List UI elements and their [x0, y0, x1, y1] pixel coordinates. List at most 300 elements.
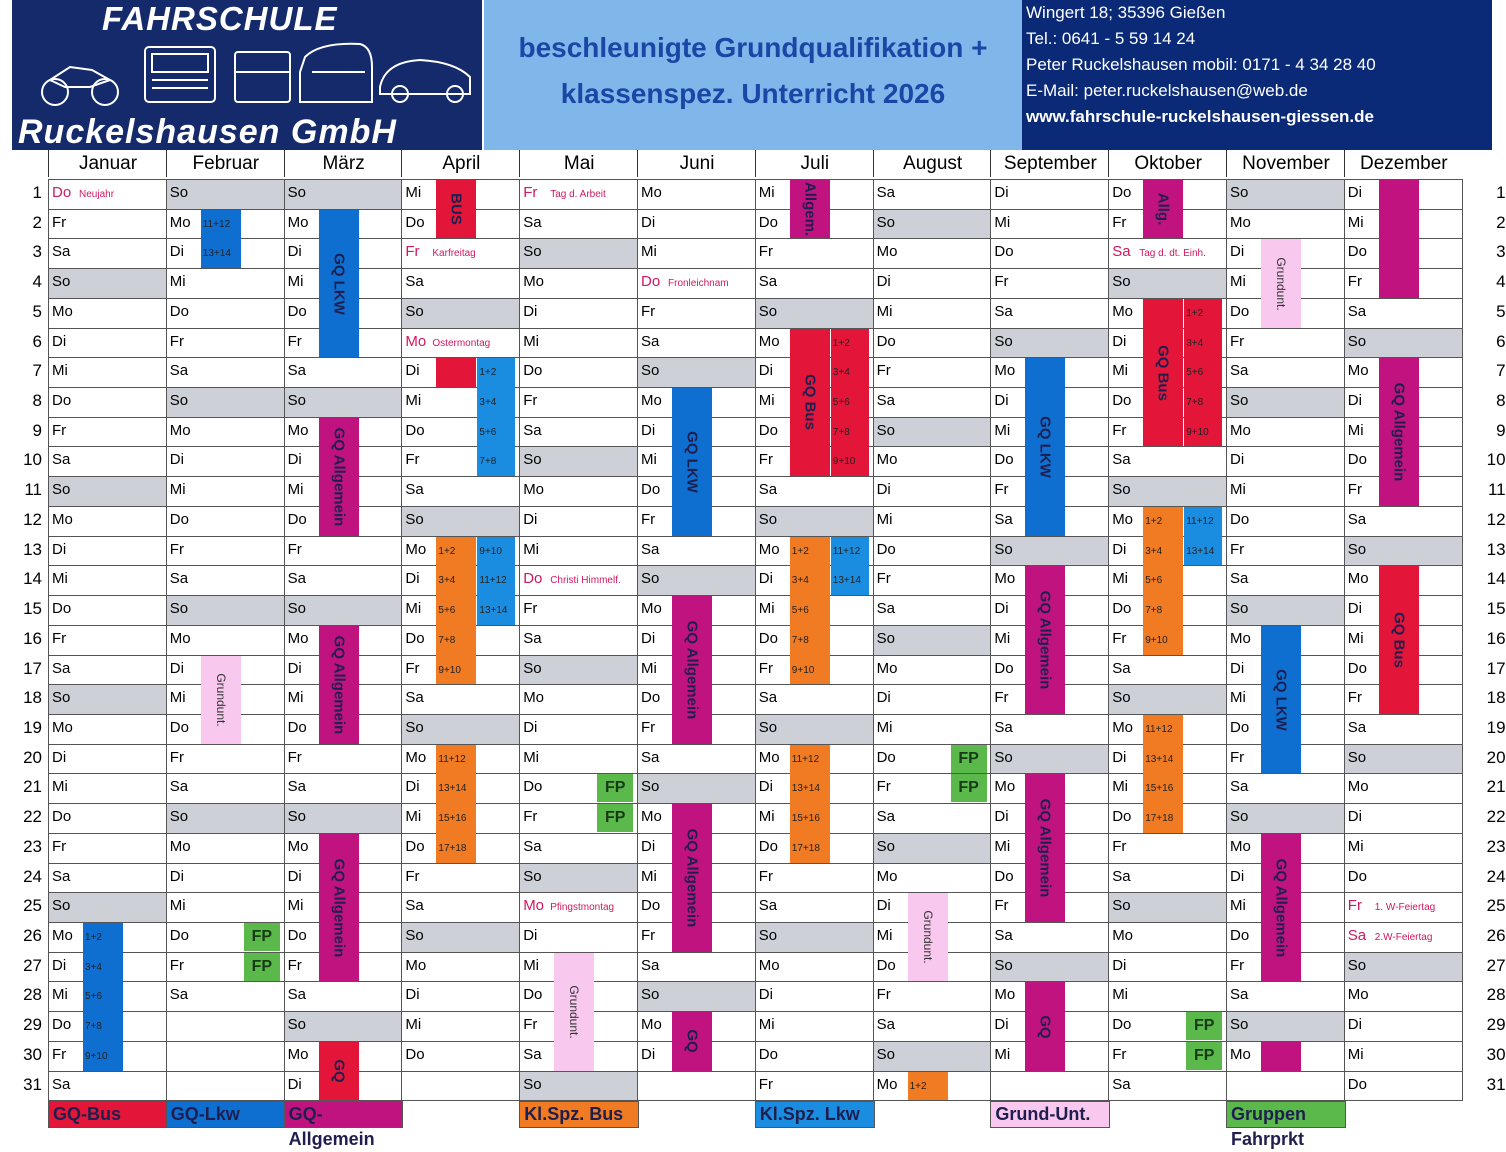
weekday-label: Mo: [1230, 421, 1251, 439]
weekday-label: Mo: [1112, 302, 1134, 320]
weekday-label: Sa: [758, 481, 778, 499]
holiday-label: Karfreitag: [432, 248, 476, 260]
weekday-label: Do: [52, 1016, 72, 1034]
day-number: 3: [1496, 242, 1506, 262]
weekday-label: Do: [1230, 510, 1250, 528]
day-number: 11: [1487, 480, 1506, 500]
weekday-label: Do: [758, 837, 778, 855]
day-cell: [1344, 922, 1463, 953]
day-number: 31: [23, 1074, 42, 1094]
weekday-label: Sa: [994, 927, 1013, 944]
weekday-label: Di: [287, 451, 302, 469]
day-cell: [284, 981, 403, 1012]
weekday-label: Sa: [1112, 867, 1131, 885]
weekday-label: Sa: [1347, 718, 1367, 736]
weekday-label: So: [641, 778, 660, 796]
day-cell: [166, 328, 285, 359]
course-block: [1184, 507, 1222, 565]
day-cell: [755, 684, 874, 715]
day-cell: [401, 952, 520, 983]
day-cell: [166, 744, 285, 775]
weekday-label: Mi: [169, 689, 186, 707]
weekday-label: Fr: [758, 659, 773, 677]
weekday-label: Mi: [52, 362, 68, 380]
weekday-label: Di: [1112, 332, 1127, 350]
day-cell: [755, 268, 874, 299]
weekday-label: Di: [287, 243, 302, 261]
day-number: 22: [23, 807, 42, 827]
day-cell: [1344, 1011, 1463, 1042]
month-header: April: [401, 150, 520, 177]
lesson-number: 9+10: [1186, 426, 1209, 438]
day-cell: [166, 863, 285, 894]
weekday-label: Fr: [758, 1075, 773, 1093]
day-cell: [990, 238, 1109, 269]
weekday-label: Mo: [52, 510, 73, 528]
weekday-label: Fr: [1347, 481, 1362, 499]
course-label: GQ LKW: [683, 431, 701, 493]
month-header: November: [1226, 150, 1345, 177]
weekday-label: Mo: [287, 421, 309, 439]
weekday-label: So: [1112, 897, 1131, 915]
weekday-label: Do: [1112, 600, 1132, 618]
day-cell: [519, 1071, 638, 1102]
weekday-label: Do: [52, 392, 72, 410]
day-cell: [755, 922, 874, 953]
legend-item: GQ-Bus: [48, 1101, 168, 1128]
weekday-label: Fr: [1230, 540, 1245, 558]
day-cell: [1226, 595, 1345, 626]
lesson-number: 1+2: [1145, 515, 1163, 527]
day-cell: [401, 922, 520, 953]
weekday-label: So: [169, 392, 189, 410]
course-label: GQ: [683, 1029, 701, 1054]
day-cell: [48, 417, 167, 448]
weekday-label: Di: [641, 1045, 656, 1063]
day-cell: [755, 981, 874, 1012]
weekday-label: So: [1112, 689, 1131, 707]
day-cell: [401, 238, 520, 269]
weekday-label: Mo: [641, 184, 662, 201]
course-block: [672, 596, 712, 744]
weekday-label: Di: [1112, 540, 1127, 558]
day-cell: [1226, 476, 1345, 507]
holiday-label: 1. W-Feiertag: [1374, 902, 1436, 914]
day-number: 30: [1486, 1044, 1506, 1064]
weekday-label: Di: [52, 956, 67, 974]
course-label: GQ Allgemein: [330, 635, 348, 735]
day-cell: [284, 387, 403, 418]
practice-badge: FP: [1186, 1012, 1222, 1040]
weekday-label: Sa: [876, 1016, 895, 1034]
weekday-label: Di: [523, 718, 538, 736]
weekday-label: Mi: [641, 867, 657, 885]
day-number: 26: [1486, 926, 1506, 945]
weekday-label: Di: [169, 659, 184, 677]
weekday-label: Di: [1347, 1016, 1362, 1034]
day-cell: [166, 268, 285, 299]
day-cell: [1108, 1071, 1227, 1102]
lesson-number: 5+6: [832, 397, 850, 409]
lesson-number: 11+12: [202, 218, 231, 230]
day-number: 27: [23, 955, 42, 975]
course-block: [831, 329, 869, 477]
day-cell: [519, 357, 638, 388]
day-cell: [519, 238, 638, 269]
weekday-label: Sa: [876, 808, 895, 826]
weekday-label: Mi: [405, 184, 422, 201]
weekday-label: Fr: [523, 1016, 538, 1034]
weekday-label: Fr: [876, 986, 891, 1004]
lesson-number: 11+12: [791, 753, 820, 765]
day-cell: [166, 892, 285, 923]
course-label: GQ LKW: [1036, 416, 1054, 478]
course-label: GQ LKW: [330, 252, 348, 315]
weekday-label: Mo: [1230, 629, 1251, 647]
weekday-label: Fr: [52, 213, 67, 231]
day-cell: [519, 922, 638, 953]
weekday-label: Mo: [1230, 837, 1251, 855]
legend-item: Kl.Spz. Lkw: [755, 1101, 875, 1128]
day-cell: [519, 417, 638, 448]
day-cell: [519, 595, 638, 626]
day-cell: [519, 655, 638, 686]
weekday-label: Di: [641, 213, 656, 231]
weekday-label: Mi: [876, 302, 893, 320]
day-cell: [1226, 536, 1345, 567]
day-cell: [401, 298, 520, 329]
weekday-label: Mi: [1112, 986, 1129, 1004]
weekday-label: Do: [994, 867, 1014, 885]
weekday-label: Do: [405, 629, 425, 647]
lesson-number: 5+6: [85, 991, 102, 1003]
weekday-label: Sa: [405, 273, 424, 291]
logo-bottom-text: Ruckelshausen GmbH: [18, 113, 397, 151]
day-cell: [873, 387, 992, 418]
practice-badge: FP: [597, 774, 633, 802]
weekday-label: Do: [641, 897, 661, 915]
day-number: 10: [23, 450, 42, 470]
weekday-label: Di: [876, 689, 891, 707]
day-cell: [1226, 357, 1345, 388]
weekday-label: Sa: [1112, 243, 1131, 261]
weekday-label: Di: [994, 600, 1009, 618]
weekday-label: Fr: [1112, 629, 1127, 647]
contact-address: Wingert 18; 35396 Gießen: [1026, 3, 1226, 22]
weekday-label: Fr: [876, 778, 891, 796]
weekday-label: Mo: [405, 332, 427, 350]
weekday-label: Mo: [405, 748, 427, 766]
weekday-label: Do: [876, 956, 896, 974]
weekday-label: Mi: [1347, 629, 1364, 647]
day-cell: [1226, 417, 1345, 448]
month-header: September: [990, 150, 1109, 177]
day-cell: [166, 1071, 285, 1102]
weekday-label: Fr: [52, 1045, 67, 1063]
weekday-label: Sa: [169, 778, 189, 796]
day-number: 7: [32, 361, 42, 381]
weekday-label: Fr: [1112, 1045, 1127, 1063]
day-number: 24: [1486, 866, 1506, 886]
weekday-label: Mi: [641, 659, 657, 677]
day-cell: [1226, 328, 1345, 359]
weekday-label: Mo: [523, 689, 545, 707]
day-cell: [637, 298, 756, 329]
weekday-label: Fr: [641, 927, 656, 944]
day-cell: [755, 1011, 874, 1042]
day-number: 19: [23, 717, 42, 737]
lesson-number: 17+18: [791, 842, 820, 854]
lesson-number: 17+18: [438, 842, 467, 854]
weekday-label: Fr: [876, 570, 891, 588]
day-cell: [166, 1011, 285, 1042]
weekday-label: Sa: [1112, 659, 1131, 677]
day-number: 20: [23, 747, 42, 767]
lesson-number: 7+8: [1186, 397, 1204, 409]
weekday-label: Fr: [1347, 897, 1362, 915]
weekday-label: Mo: [1347, 362, 1369, 380]
weekday-label: Di: [641, 629, 656, 647]
day-cell: [637, 179, 756, 210]
course-block: [201, 210, 241, 268]
weekday-label: Fr: [405, 659, 420, 677]
day-cell: [166, 565, 285, 596]
weekday-label: So: [523, 867, 542, 885]
month-header: Januar: [48, 150, 167, 177]
day-cell: [519, 298, 638, 329]
weekday-label: Mo: [52, 302, 73, 320]
day-cell: [519, 268, 638, 299]
logo-top-text: FAHRSCHULE: [102, 0, 338, 37]
course-label: GQ Allgemein: [330, 427, 348, 527]
weekday-label: Sa: [287, 778, 306, 796]
course-block: [1184, 299, 1222, 447]
weekday-label: Di: [641, 421, 656, 439]
day-cell: [401, 476, 520, 507]
weekday-label: So: [1347, 332, 1367, 350]
lesson-number: 15+16: [438, 813, 467, 825]
course-block: [908, 893, 948, 981]
day-cell: [1108, 863, 1227, 894]
weekday-label: Di: [758, 778, 773, 796]
lesson-number: 7+8: [438, 634, 456, 646]
day-cell: [637, 981, 756, 1012]
weekday-label: So: [1230, 1016, 1249, 1034]
weekday-label: Mo: [994, 778, 1016, 796]
weekday-label: Sa: [52, 243, 71, 261]
weekday-label: Do: [876, 540, 896, 558]
day-cell: [166, 357, 285, 388]
practice-badge: FP: [951, 745, 987, 773]
weekday-label: Mo: [1347, 986, 1369, 1004]
course-block: [1143, 507, 1183, 655]
weekday-label: So: [405, 718, 424, 736]
lesson-number: 3+4: [479, 397, 497, 409]
course-label: Grundunt.: [213, 672, 228, 727]
weekday-label: Mi: [1347, 1045, 1364, 1063]
day-cell: [1226, 446, 1345, 477]
course-block: [831, 537, 869, 595]
day-cell: [1108, 238, 1227, 269]
weekday-label: So: [52, 273, 71, 291]
course-block: [1379, 566, 1419, 714]
day-cell: [166, 773, 285, 804]
weekday-label: Sa: [169, 986, 189, 1004]
day-number: 21: [1486, 777, 1506, 797]
weekday-label: Sa: [1230, 570, 1249, 588]
day-cell: [755, 714, 874, 745]
weekday-label: Do: [169, 510, 189, 528]
weekday-label: Mo: [169, 629, 191, 647]
day-cell: [48, 179, 167, 210]
weekday-label: Sa: [523, 837, 542, 855]
weekday-label: Do: [523, 570, 543, 588]
weekday-label: Di: [52, 748, 67, 766]
day-cell: [48, 238, 167, 269]
weekday-label: Di: [52, 332, 67, 350]
weekday-label: So: [52, 689, 71, 707]
day-cell: [873, 357, 992, 388]
weekday-label: Sa: [641, 956, 660, 974]
course-label: Allg.: [1154, 192, 1172, 226]
day-cell: [873, 565, 992, 596]
day-number: 11: [24, 480, 42, 500]
day-number: 21: [23, 777, 42, 797]
day-number: 6: [32, 331, 42, 351]
course-label: Grundunt.: [567, 984, 582, 1039]
weekday-label: Do: [1347, 451, 1367, 469]
weekday-label: Mi: [994, 837, 1011, 855]
weekday-label: Mo: [994, 986, 1016, 1004]
weekday-label: Do: [758, 421, 778, 439]
day-cell: [284, 536, 403, 567]
weekday-label: Do: [287, 510, 307, 528]
weekday-label: Di: [1230, 867, 1245, 885]
day-cell: [48, 387, 167, 418]
weekday-label: Di: [169, 451, 184, 469]
weekday-label: Fr: [287, 748, 302, 766]
weekday-label: Mo: [876, 451, 898, 469]
weekday-label: Fr: [994, 273, 1009, 291]
day-cell: [284, 595, 403, 626]
weekday-label: Fr: [523, 392, 538, 410]
day-cell: [1344, 803, 1463, 834]
weekday-label: Do: [994, 243, 1014, 261]
weekday-label: Sa: [405, 481, 424, 499]
weekday-label: Mi: [1347, 213, 1364, 231]
day-cell: [401, 892, 520, 923]
weekday-label: Fr: [994, 689, 1009, 707]
weekday-label: Mi: [758, 1016, 775, 1034]
weekday-label: Sa: [758, 689, 778, 707]
weekday-label: So: [1112, 481, 1131, 499]
contact-block: [1022, 0, 1492, 150]
day-cell: [48, 892, 167, 923]
day-cell: [755, 476, 874, 507]
day-cell: [166, 298, 285, 329]
day-cell: [401, 1011, 520, 1042]
day-number: 31: [1486, 1074, 1506, 1094]
weekday-label: Mi: [994, 421, 1011, 439]
weekday-label: Mo: [169, 421, 191, 439]
day-cell: [401, 684, 520, 715]
weekday-label: Do: [1347, 659, 1367, 677]
weekday-label: Fr: [1112, 421, 1127, 439]
weekday-label: Di: [169, 243, 184, 261]
weekday-label: Fr: [287, 332, 302, 350]
day-cell: [1344, 536, 1463, 567]
weekday-label: Mo: [994, 362, 1016, 380]
day-cell: [755, 952, 874, 983]
course-block: [436, 537, 476, 685]
weekday-label: Di: [523, 302, 538, 320]
day-cell: [401, 981, 520, 1012]
weekday-label: Di: [994, 184, 1009, 201]
weekday-label: Mo: [876, 659, 898, 677]
day-cell: [873, 536, 992, 567]
weekday-label: Mi: [287, 689, 304, 707]
weekday-label: Di: [1347, 600, 1362, 618]
course-label: GQ Allgemein: [1390, 382, 1408, 482]
holiday-label: Fronleichnam: [668, 278, 729, 290]
lesson-number: 1+2: [438, 545, 456, 557]
weekday-label: Mo: [405, 956, 427, 974]
day-cell: [990, 298, 1109, 329]
course-block: [477, 537, 515, 625]
weekday-label: Di: [523, 927, 538, 944]
lesson-number: 13+14: [832, 575, 861, 587]
day-cell: [48, 476, 167, 507]
weekday-label: Mi: [523, 540, 540, 558]
day-cell: [519, 506, 638, 537]
course-block: [436, 745, 476, 863]
course-block: [1379, 358, 1419, 506]
weekday-label: So: [641, 986, 660, 1004]
course-block: [1143, 299, 1183, 447]
lesson-number: 7+8: [791, 634, 809, 646]
day-number: 1: [32, 183, 42, 202]
weekday-label: Mi: [405, 1016, 422, 1034]
weekday-label: Do: [523, 778, 543, 796]
day-cell: [637, 565, 756, 596]
lesson-number: 5+6: [438, 605, 456, 617]
day-cell: [1344, 744, 1463, 775]
weekday-label: Fr: [169, 956, 184, 974]
weekday-label: Mo: [758, 540, 780, 558]
weekday-label: Mi: [405, 808, 422, 826]
weekday-label: Di: [1230, 659, 1245, 677]
day-cell: [990, 268, 1109, 299]
day-cell: [873, 595, 992, 626]
weekday-label: Fr: [169, 332, 184, 350]
day-number: 23: [1486, 836, 1506, 856]
day-cell: [519, 536, 638, 567]
day-number: 16: [23, 628, 42, 648]
weekday-label: Fr: [1347, 689, 1362, 707]
day-cell: [873, 417, 992, 448]
course-label: GQ Allgemein: [330, 858, 348, 957]
weekday-label: So: [523, 659, 542, 677]
weekday-label: Fr: [758, 243, 773, 261]
weekday-label: So: [405, 927, 424, 944]
weekday-label: Sa: [994, 302, 1013, 320]
day-cell: [166, 1041, 285, 1072]
day-number: 3: [32, 242, 42, 262]
day-cell: [990, 1071, 1109, 1102]
weekday-label: Do: [1230, 718, 1250, 736]
day-cell: [637, 357, 756, 388]
weekday-label: Mi: [523, 332, 540, 350]
